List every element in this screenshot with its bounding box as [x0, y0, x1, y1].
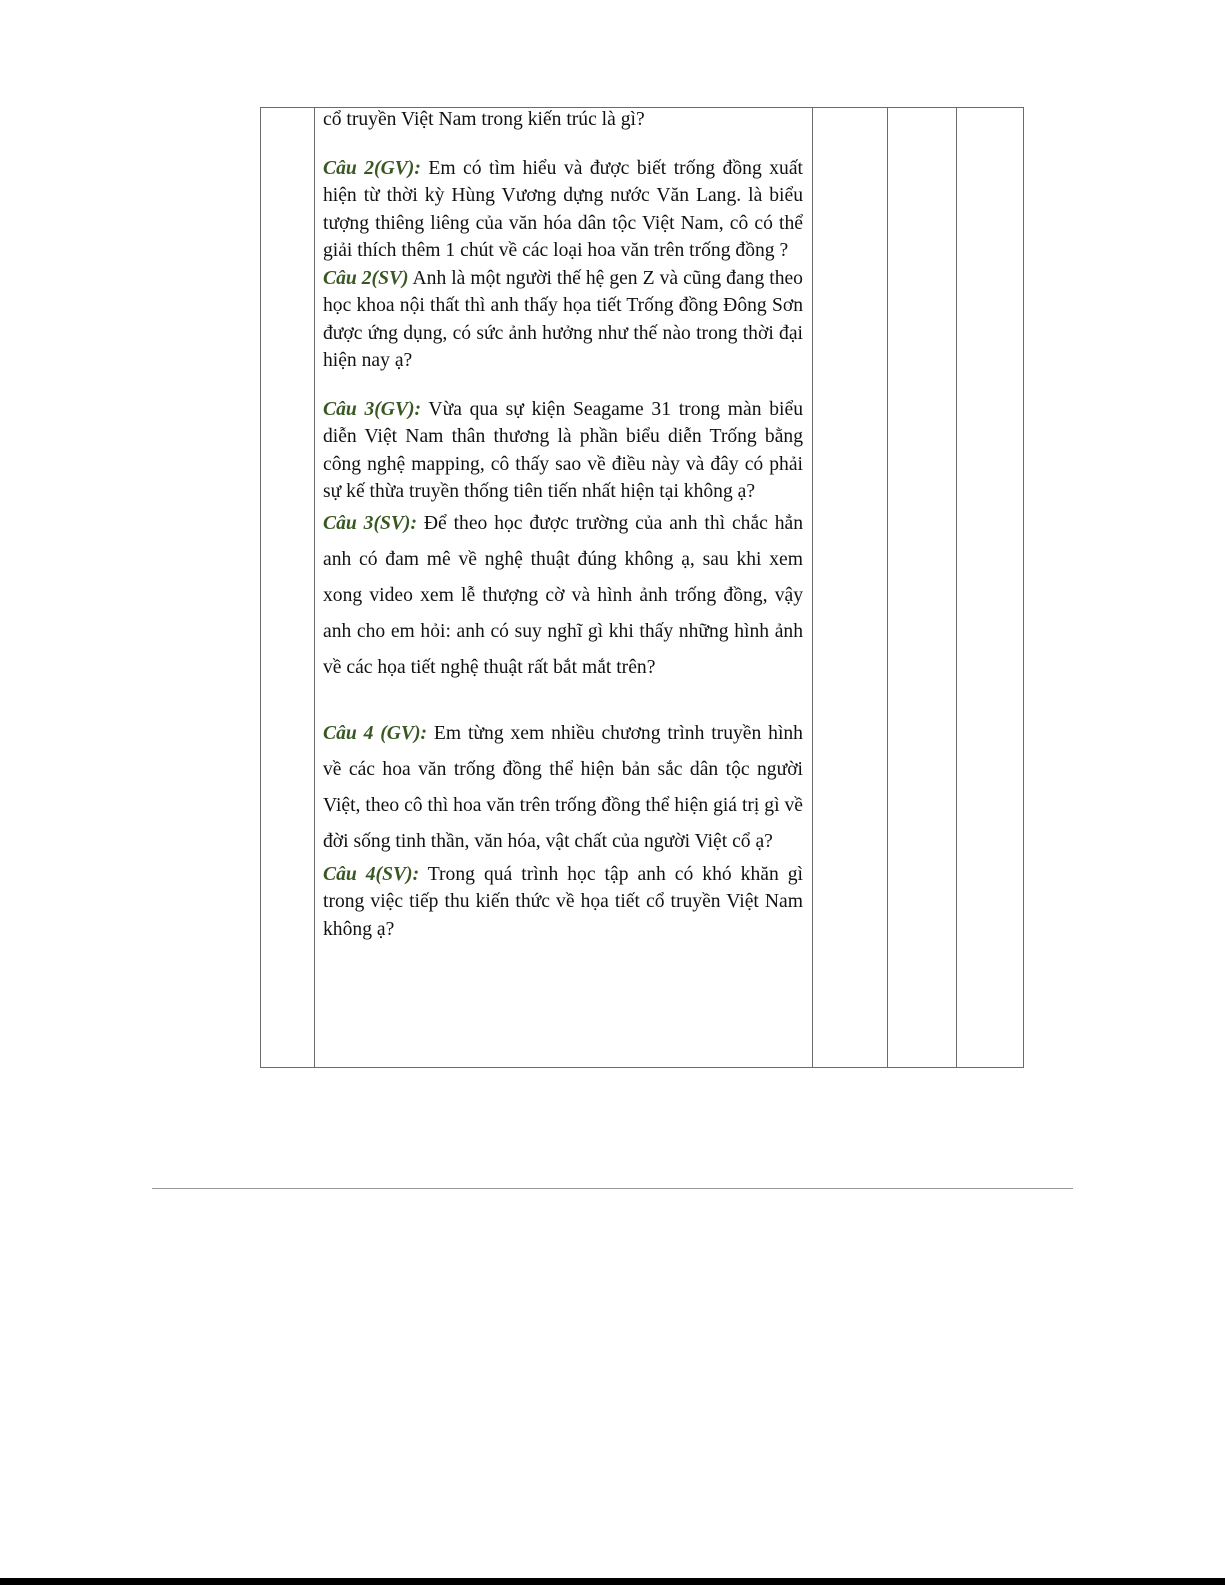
question-label: Câu 2(SV)	[323, 267, 409, 289]
question-text: Trong quá trình học tập anh có khó khăn gì trong việc tiếp thu kiến thức về họa tiết cổ truyền Việt Nam không ạ?	[323, 863, 803, 940]
question-text: Để theo học được trường của anh thì chắc hẳn anh có đam mê về nghệ thuật đúng không ạ, sau khi xem xong video xem lễ thượng cờ và hình ảnh trống đồng, vậy anh cho em hỏi: anh có suy nghĩ gì khi thấy những hình ảnh về các họa tiết nghệ thuật rất bắt mắt trên?	[323, 512, 804, 678]
question-label: Câu 4(SV):	[323, 863, 420, 885]
question-label: Câu 3(SV):	[323, 512, 417, 534]
table-column-divider	[314, 108, 315, 1067]
question-3-teacher	[323, 396, 803, 506]
question-text: Anh là một người thế hệ gen Z và cũng đang theo học khoa nội thất thì anh thấy họa tiết Trống đồng Đông Sơn được ứng dụng, có sức ảnh hưởng như thế nào trong thời đại hiện nay ạ?	[323, 267, 803, 371]
question-text: Em có tìm hiểu và được biết trống đồng xuất hiện từ thời kỳ Hùng Vương dựng nước Văn Lang. là biểu tượng thiêng liêng của văn hóa dân tộc Việt Nam, cô có thể giải thích thêm 1 chút về các loại hoa văn trên trống đồng ?	[323, 157, 803, 261]
table-column-divider	[956, 108, 957, 1067]
question-text: Em từng xem nhiều chương trình truyền hình về các hoa văn trống đồng thể hiện bản sắc dân tộc người Việt, theo cô thì hoa văn trên trống đồng thể hiện giá trị gì về đời sống tinh thần, văn hóa, vật chất của người Việt cổ ạ?	[323, 722, 803, 852]
question-2-teacher	[323, 155, 803, 265]
question-label: Câu 4 (GV):	[323, 722, 428, 744]
question-label: Câu 3(GV):	[323, 398, 422, 420]
page-bottom-edge	[0, 1578, 1225, 1585]
intro-tail-text: cổ truyền Việt Nam trong kiến trúc là gì?	[323, 109, 645, 130]
table-content-cell	[323, 106, 803, 943]
question-4-teacher	[323, 716, 803, 860]
question-label: Câu 2(GV):	[323, 157, 421, 179]
table-column-divider	[812, 108, 813, 1067]
question-3-student	[323, 506, 803, 686]
question-4-student	[323, 861, 803, 944]
table-column-divider	[887, 108, 888, 1067]
page-divider	[152, 1188, 1073, 1189]
question-text: Vừa qua sự kiện Seagame 31 trong màn biểu diễn Việt Nam thân thương là phần biểu diễn Trống bằng công nghệ mapping, cô thấy sao về điều này và đây có phải sự kế thừa truyền thống tiên tiến nhất hiện tại không ạ?	[323, 398, 803, 502]
question-2-student	[323, 265, 803, 375]
